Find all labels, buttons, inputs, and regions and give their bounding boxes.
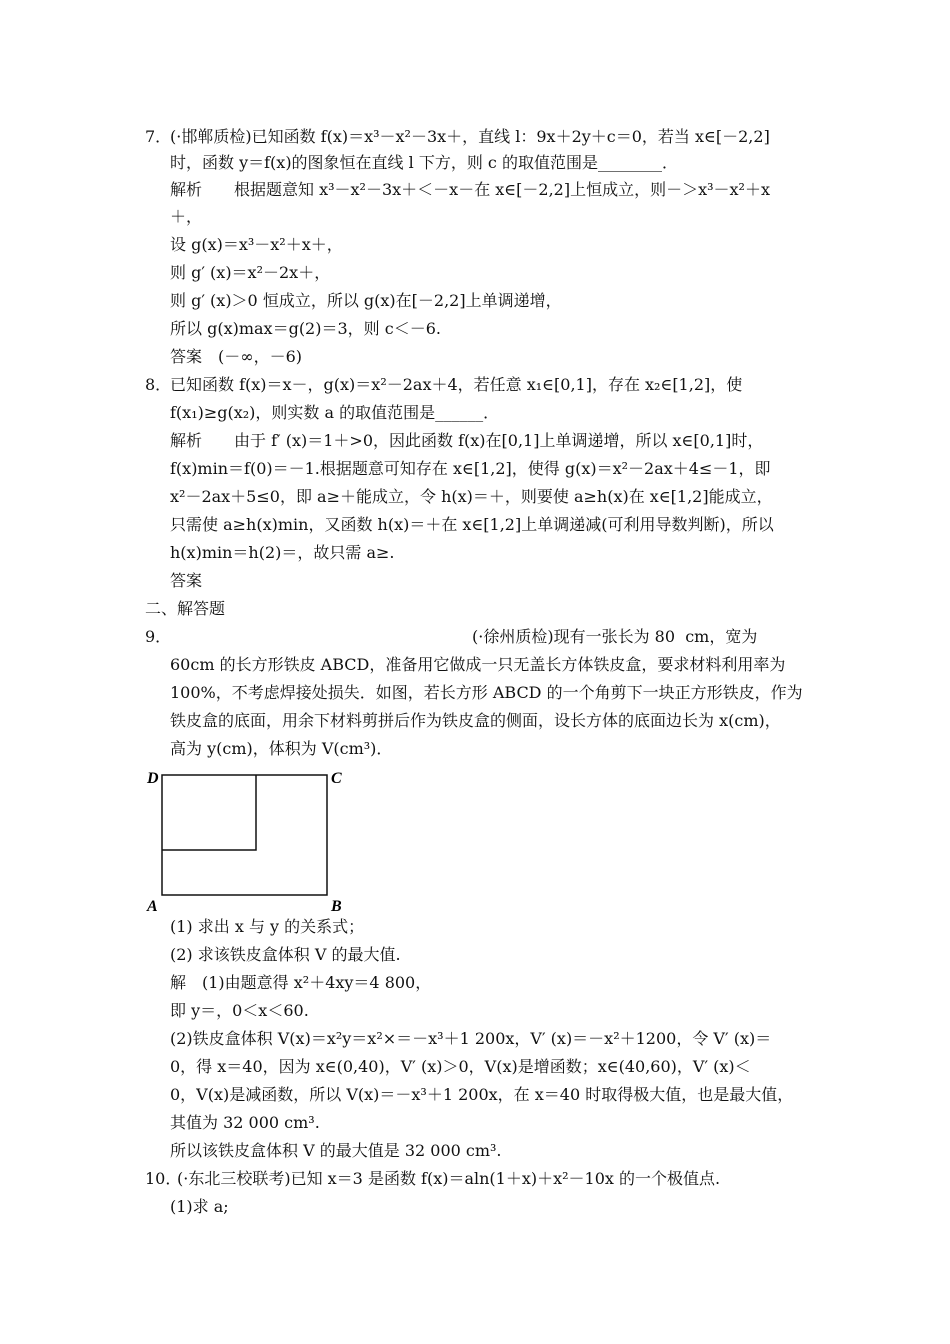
problem-9-number: 9．: [145, 627, 172, 646]
problem-7-number: 7．: [145, 127, 172, 146]
problem-10-line-2: (1)求 a;: [170, 1197, 229, 1216]
rectangle-figure: [145, 765, 350, 915]
problem-7-line-5: 设 g(x)＝x³－x²＋x＋，: [170, 235, 343, 254]
problem-7-line-2: 时，函数 y＝f(x)的图象恒在直线 l 下方，则 c 的取值范围是________．: [170, 153, 678, 172]
cut-square-lines: [162, 775, 256, 850]
problem-7-answer: 答案 (－∞，－6): [170, 347, 302, 366]
problem-8-line-3: 解析 由于 f′ (x)＝1＋>0，因此函数 f(x)在[0,1]上单调递增，所以 x∈[0,1]时，: [170, 431, 764, 450]
problem-9-sol-1: 解 (1)由题意得 x²＋4xy＝4 800，: [170, 973, 432, 992]
label-a: A: [147, 898, 158, 915]
label-d: D: [147, 770, 159, 787]
problem-7-line-7: 则 g′ (x)＞0 恒成立，所以 g(x)在[－2,2]上单调递增，: [170, 291, 562, 310]
problem-7-line-4: ＋，: [170, 207, 203, 226]
problem-7-line-8: 所以 g(x)max＝g(2)＝3，则 c＜－6.: [170, 319, 441, 338]
problem-10-line-1: (·东北三校联考)已知 x＝3 是函数 f(x)＝aln(1＋x)＋x²－10x 的一个极值点.: [177, 1169, 721, 1188]
problem-8-answer: 答案: [170, 571, 203, 590]
label-b: B: [331, 898, 342, 915]
problem-8-number: 8．: [145, 375, 172, 394]
problem-8-line-2: f(x₁)≥g(x₂)，则实数 a 的取值范围是______．: [170, 403, 500, 422]
problem-9-line-3: 100%，不考虑焊接处损失．如图，若长方形 ABCD 的一个角剪下一块正方形铁皮，作为: [170, 683, 803, 702]
problem-9-line-1: (·徐州质检)现有一张长为 80 cm，宽为: [472, 627, 758, 646]
problem-8-line-1: 已知函数 f(x)＝x－，g(x)＝x²－2ax＋4，若任意 x₁∈[0,1]，存在 x₂∈[1,2]，使: [170, 375, 743, 394]
problem-7-line-1: (·邯郸质检)已知函数 f(x)＝x³－x²－3x＋，直线 l：9x＋2y＋c＝0，若当 x∈[－2,2]: [170, 127, 770, 146]
problem-8-line-6: 只需使 a≥h(x)min，又函数 h(x)＝＋在 x∈[1,2]上单调递减(可利用导数判断)，所以: [170, 515, 774, 534]
outer-rectangle: [162, 775, 327, 895]
problem-9-sol-4: 0，得 x＝40，因为 x∈(0,40)，V′ (x)＞0，V(x)是增函数；x∈(40,60)，V′ (x)＜: [170, 1057, 751, 1076]
problem-9-sol-7: 所以该铁皮盒体积 V 的最大值是 32 000 cm³.: [170, 1141, 502, 1160]
problem-9-sol-3: (2)铁皮盒体积 V(x)＝x²y＝x²×＝－x³＋1 200x，V′ (x)＝－x²＋1200，令 V′ (x)＝: [170, 1029, 772, 1048]
problem-8-line-4: f(x)min＝f(0)＝－1.根据题意可知存在 x∈[1,2]，使得 g(x)＝x²－2ax＋4≤－1，即: [170, 459, 771, 478]
rectangle-diagram: [145, 765, 350, 915]
problem-9-q2: (2) 求该铁皮盒体积 V 的最大值.: [170, 945, 401, 964]
problem-7-line-3: 解析 根据题意知 x³－x²－3x＋＜－x－在 x∈[－2,2]上恒成立，则－＞x³－x²＋x: [170, 180, 770, 199]
section-title: 二、解答题: [145, 599, 226, 618]
problem-8-line-5: x²－2ax＋5≤0，即 a≥＋能成立，令 h(x)＝＋，则要使 a≥h(x)在 x∈[1,2]能成立，: [170, 487, 773, 506]
problem-9-sol-5: 0，V(x)是减函数，所以 V(x)＝－x³＋1 200x，在 x＝40 时取得极大值，也是最大值，: [170, 1085, 794, 1104]
problem-9-line-2: 60cm 的长方形铁皮 ABCD，准备用它做成一只无盖长方体铁皮盒，要求材料利用率为: [170, 655, 786, 674]
label-c: C: [331, 770, 342, 787]
problem-7-line-6: 则 g′ (x)＝x²－2x＋，: [170, 263, 331, 282]
problem-9-q1: (1) 求出 x 与 y 的关系式；: [170, 917, 365, 936]
problem-10-number: 10．: [145, 1169, 182, 1188]
problem-9-sol-6: 其值为 32 000 cm³.: [170, 1113, 320, 1132]
problem-9-sol-2: 即 y＝，0＜x＜60.: [170, 1001, 309, 1020]
problem-8-line-7: h(x)min＝h(2)＝，故只需 a≥.: [170, 543, 395, 562]
problem-9-line-4: 铁皮盒的底面，用余下材料剪拼后作为铁皮盒的侧面，设长方体的底面边长为 x(cm)，: [170, 711, 781, 730]
problem-9-line-5: 高为 y(cm)，体积为 V(cm³)．: [170, 739, 393, 758]
